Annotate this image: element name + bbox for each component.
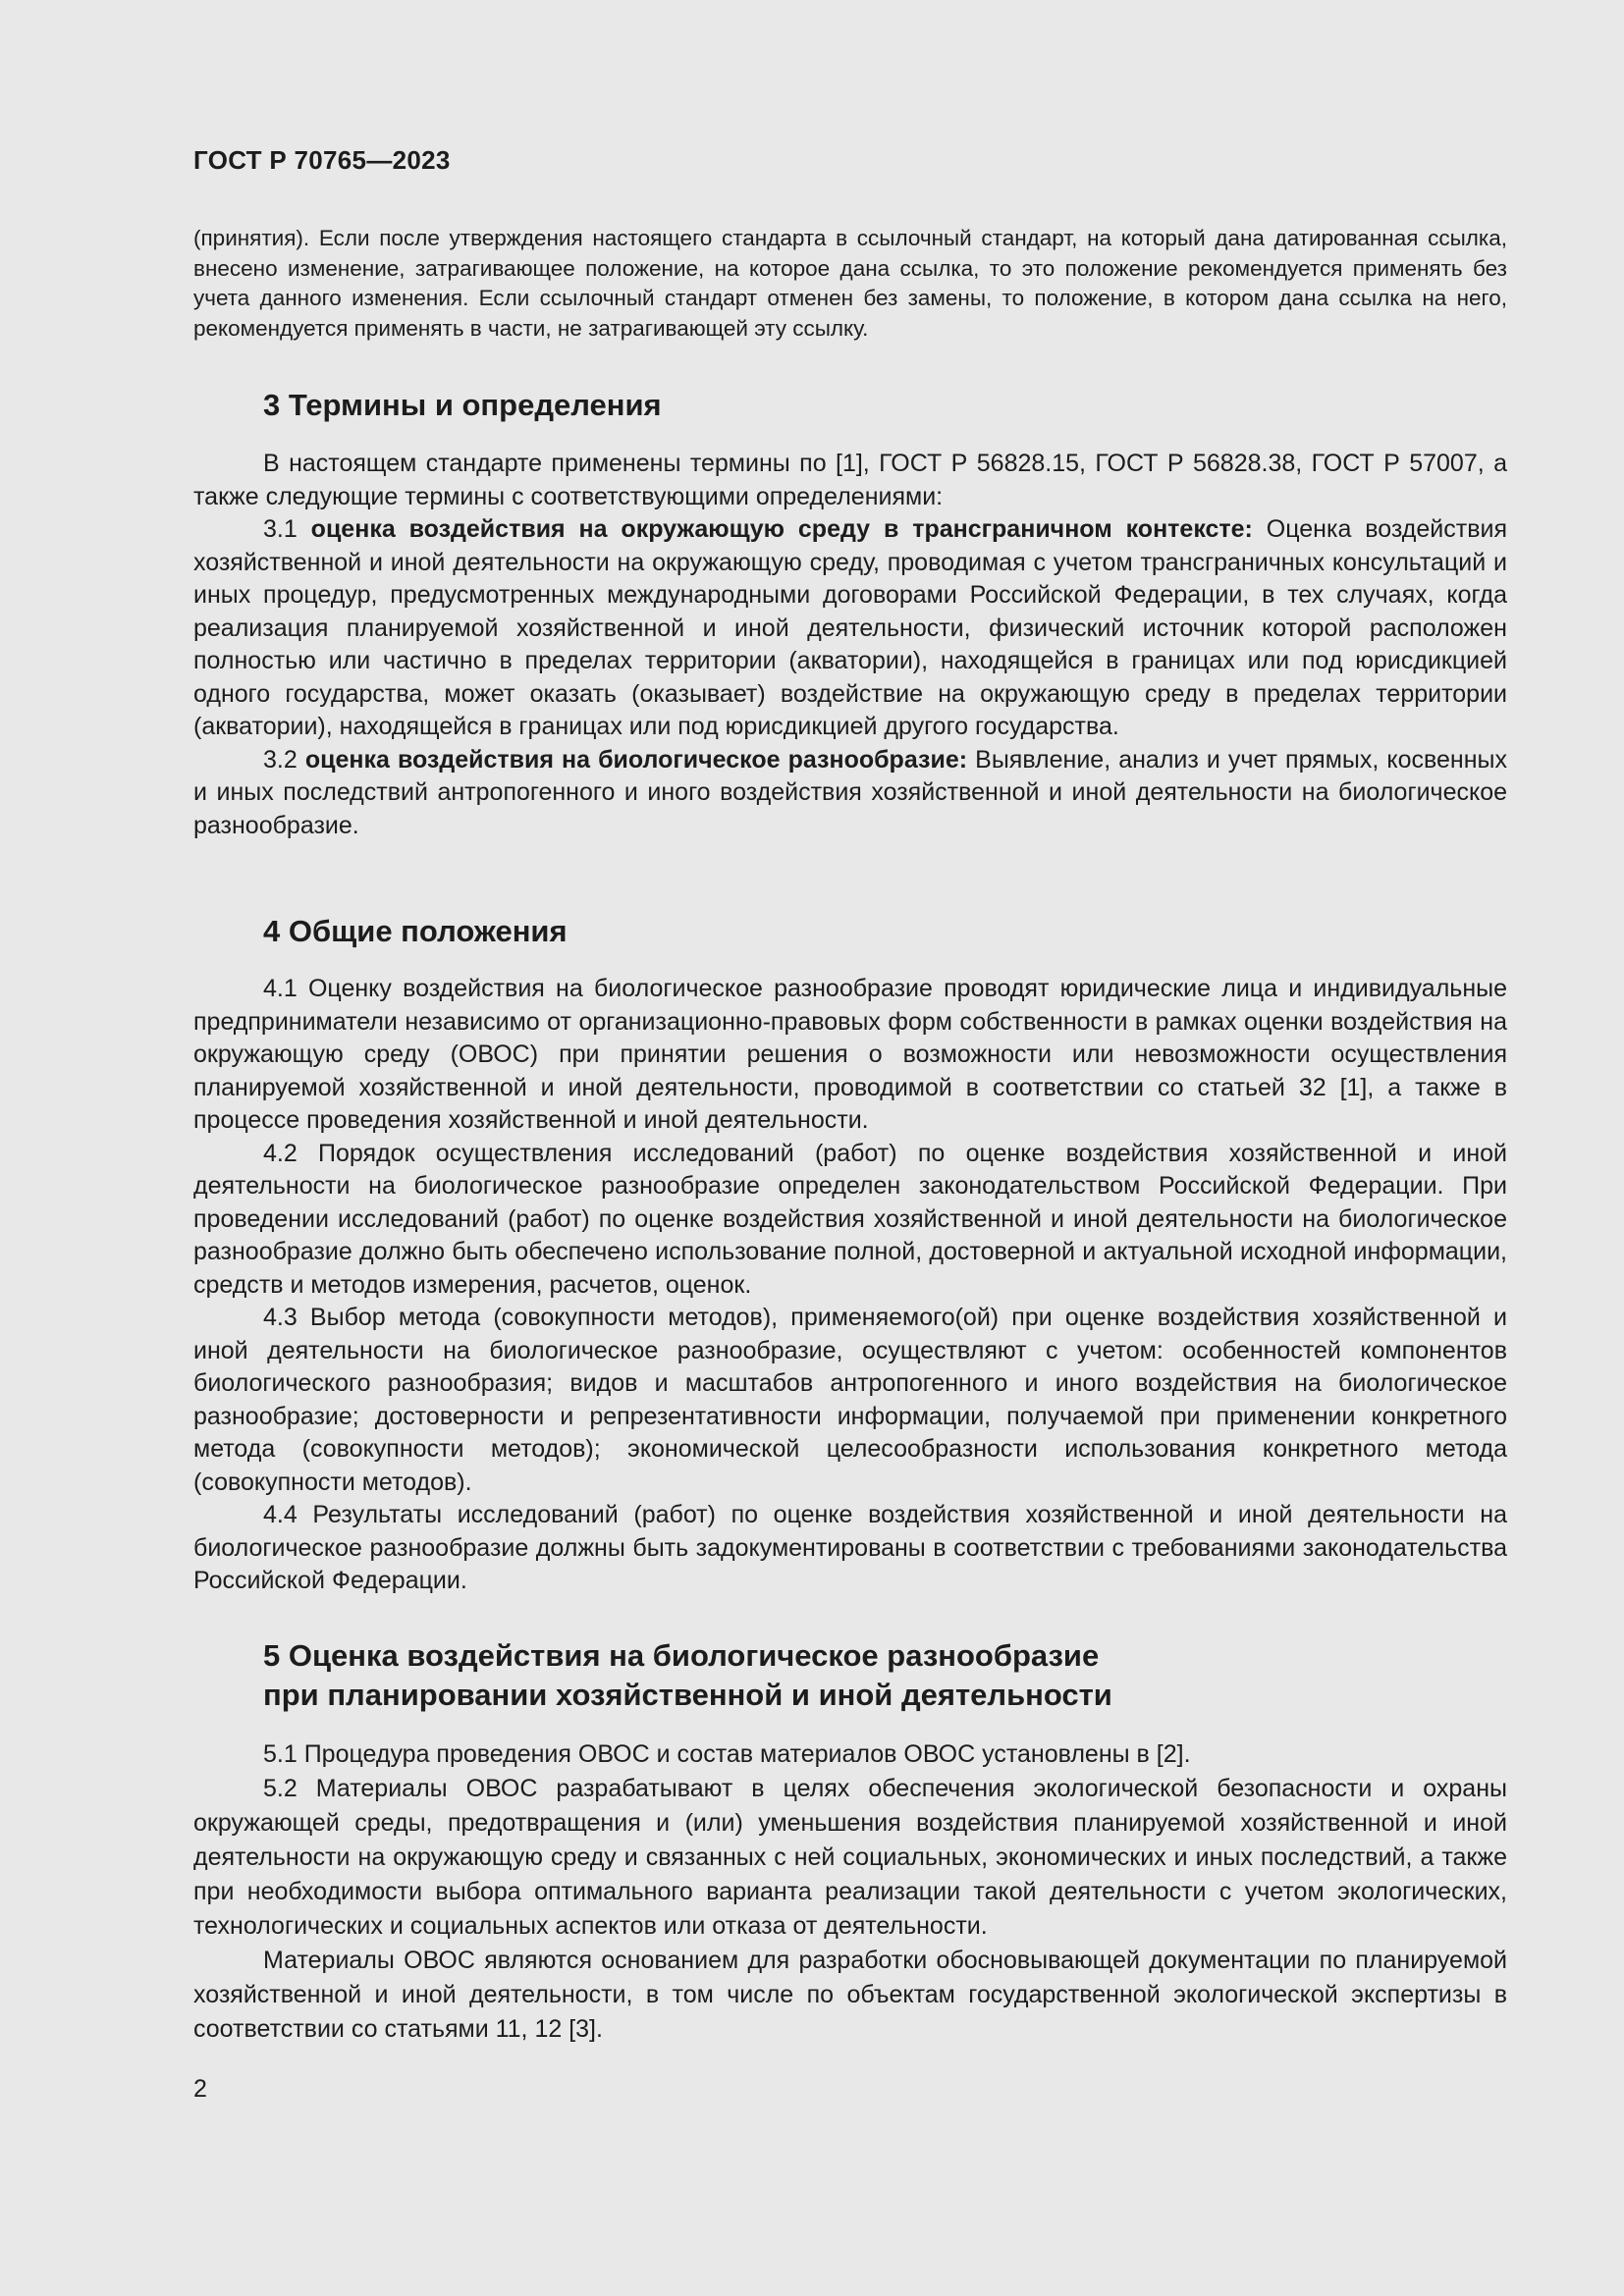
term-number: 3.2 <box>263 745 298 774</box>
paragraph-5-2-cont: Материалы ОВОС являются основанием для разработки обосновывающей документации по планируемой хозяйственной и иной деятельности, в том числе по объектам государственной экологической экспертизы в соответствии со статьями 11, 12 [3]. <box>193 1947 1507 2043</box>
section-3-title: 3 Термины и определения <box>263 388 662 422</box>
section-5-body <box>193 1737 1507 2047</box>
paragraph-4-4: 4.4 Результаты исследований (работ) по оценке воздействия хозяйственной и иной деятельности на биологическое разнообразие должны быть задокументированы в соответствии с требованиями законодательства Российской Федерации. <box>193 1501 1507 1594</box>
term-definition: Оценка воздействия хозяйственной и иной деятельности на окружающую среду, проводимая с учетом трансграничных консультаций и иных процедур, предусмотренных международными договорами Российской Федерации, в тех случаях, когда реализация планируемой хозяйственной и иной деятельности, физический источник которой расположен полностью или частично в пределах территории (акватории), находящейся в границах или под юрисдикцией одного государства, может оказать (оказывает) воздействие на окружающую среду в пределах территории (акватории), находящейся в границах или под юрисдикцией другого государства. <box>193 515 1508 740</box>
term-name: оценка воздействия на окружающую среду в трансграничном контексте: <box>310 515 1253 543</box>
section-3-lead: В настоящем стандарте применены термины по [1], ГОСТ Р 56828.15, ГОСТ Р 56828.38, ГОСТ Р 57007, а также следующие термины с соответствующими определениями: <box>193 450 1507 510</box>
term-3-2 <box>193 744 1507 843</box>
section-5-title-line-2: при планировании хозяйственной и иной деятельности <box>263 1678 1112 1712</box>
section-4-body <box>193 973 1507 1598</box>
paragraph-4-3: 4.3 Выбор метода (совокупности методов), применяемого(ой) при оценке воздействия хозяйственной и иной деятельности на биологическое разнообразие, осуществляют с учетом: особенностей компонентов биологического разнообразия; видов и масштабов антропогенного и иного воздействия на биологическое разнообразие; достоверности и репрезентативности информации, получаемой при применении конкретного метода (совокупности методов); экономической целесообразности использования конкретного метода (совокупности методов). <box>193 1304 1507 1496</box>
section-5-title-line-1: 5 Оценка воздействия на биологическое разнообразие <box>263 1638 1100 1673</box>
term-number: 3.1 <box>263 515 298 543</box>
paragraph-4-1: 4.1 Оценку воздействия на биологическое разнообразие проводят юридические лица и индивидуальные предприниматели независимо от организационно-правовых форм собственности в рамках оценки воздействия на окружающую среду (ОВОС) при принятии решения о возможности или невозможности осуществления планируемой хозяйственной и иной деятельности, проводимой в соответствии со статьей 32 [1], а также в процессе проведения хозяйственной и иной деятельности. <box>193 975 1507 1134</box>
term-3-1 <box>193 513 1507 744</box>
paragraph-5-1: 5.1 Процедура проведения ОВОС и состав материалов ОВОС установлены в [2]. <box>263 1740 1191 1768</box>
section-5-title <box>193 1636 1112 1715</box>
page-number: 2 <box>193 2075 207 2103</box>
term-definition: Выявление, анализ и учет прямых, косвенных и иных последствий антропогенного и иного воздействия хозяйственной и иной деятельности на биологическое разнообразие. <box>193 745 1507 839</box>
term-name: оценка воздействия на биологическое разнообразие: <box>304 745 968 774</box>
paragraph-4-2: 4.2 Порядок осуществления исследований (работ) по оценке воздействия хозяйственной и иной деятельности на биологическое разнообразие определен законодательством Российской Федерации. При проведении исследований (работ) по оценке воздействия хозяйственной и иной деятельности на биологическое разнообразие должно быть обеспечено использование полной, достоверной и актуальной исходной информации, средств и методов измерения, расчетов, оценок. <box>193 1139 1507 1299</box>
section-4-title: 4 Общие положения <box>263 914 568 948</box>
intro-paragraph: (принятия). Если после утверждения настоящего стандарта в ссылочный стандарт, на который дана датированная ссылка, внесено изменение, затрагивающее положение, на которое дана ссылка, то это положение рекомендуется применять без учета данного изменения. Если ссылочный стандарт отменен без замены, то положение, в котором дана ссылка на него, рекомендуется применять в части, не затрагивающей эту ссылку. <box>193 226 1507 341</box>
paragraph-5-2: 5.2 Материалы ОВОС разрабатывают в целях обеспечения экологической безопасности и охраны окружающей среды, предотвращения и (или) уменьшения воздействия планируемой хозяйственной и иной деятельности на окружающую среду и связанных с ней социальных, экономических и иных последствий, а также при необходимости выбора оптимального варианта реализации такой деятельности с учетом экологических, технологических и социальных аспектов или отказа от деятельности. <box>193 1775 1507 1940</box>
document-header: ГОСТ Р 70765—2023 <box>193 145 451 175</box>
section-3-body <box>193 448 1507 842</box>
